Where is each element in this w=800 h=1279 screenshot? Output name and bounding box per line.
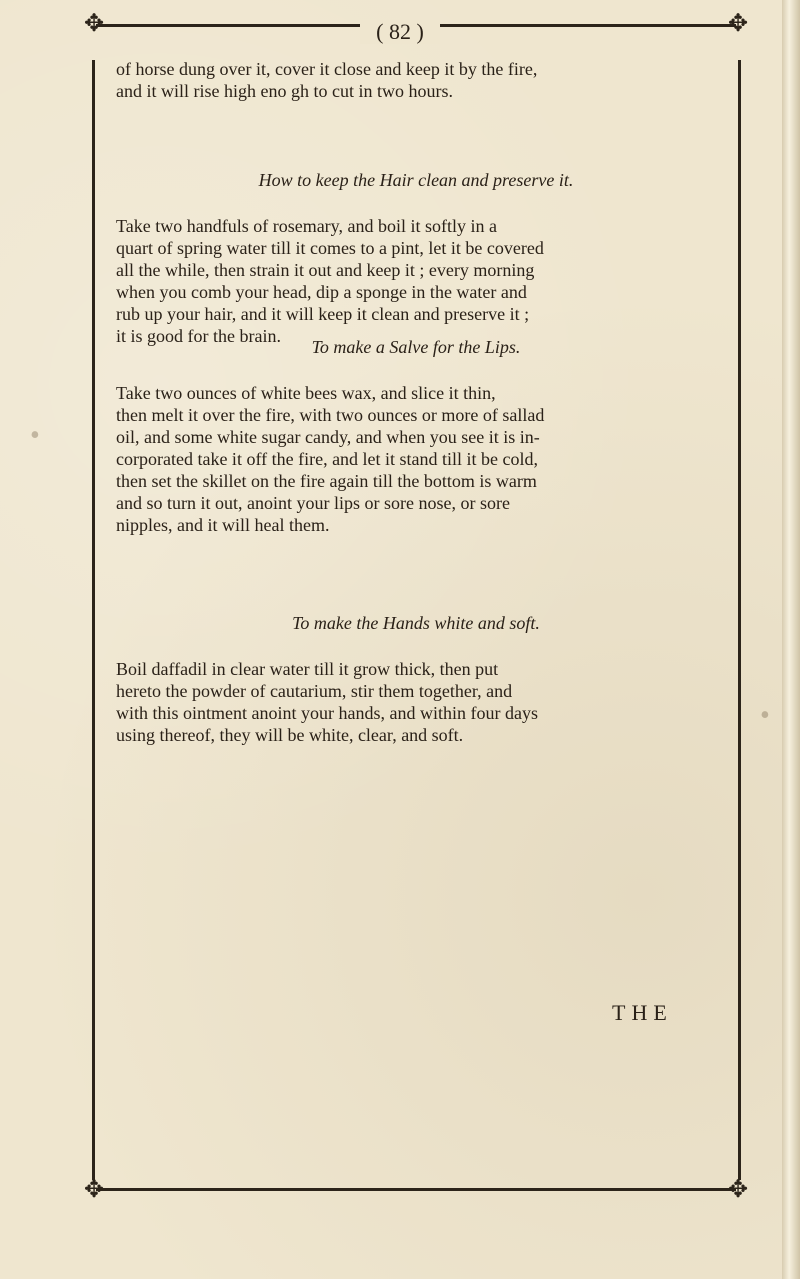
ornament-icon: ✥ xyxy=(84,1177,105,1203)
recipe-heading: To make a Salve for the Lips. xyxy=(311,337,521,357)
left-border xyxy=(92,60,95,1180)
page-number: ( 82 ) xyxy=(360,20,440,44)
recipe-heading: How to keep the Hair clean and preserve it. xyxy=(258,170,574,190)
catchword: THE xyxy=(612,1000,673,1025)
ornament-icon: ✥ xyxy=(728,11,749,37)
ornament-icon: ✥ xyxy=(728,1177,749,1203)
ornament-icon: ✥ xyxy=(84,11,105,37)
recipe-body: Take two ounces of white bees wax, and slice it thin, then melt it over the fire, with two ounces or more of sallad oil, and some white sugar candy, and when you see it is in- corporated take it off the fire, and let it stand till it be cold, then set the skillet on the fire again till the bottom is warm and so turn it out, anoint your lips or sore nose, or sore nipples, and it will heal them. xyxy=(116,383,545,535)
bottom-border xyxy=(96,1188,736,1191)
recipe-body: Boil daffadil in clear water till it grow thick, then put hereto the powder of cautarium, stir them together, and with this ointment anoint your hands, and within four days using thereof, they will be white, clear, and soft. xyxy=(116,659,538,745)
recipe-section xyxy=(116,590,716,768)
decorative-mark: • xyxy=(30,420,40,451)
recipe-heading: To make the Hands white and soft. xyxy=(292,613,540,633)
page-edge xyxy=(782,0,800,1279)
decorative-mark: • xyxy=(760,700,770,731)
right-border xyxy=(738,60,741,1180)
continuation-text: of horse dung over it, cover it close and keep it by the fire, and it will rise high eno gh to cut in two hours. xyxy=(116,59,538,101)
recipe-section xyxy=(116,314,716,558)
recipe-body: Take two handfuls of rosemary, and boil it softly in a quart of spring water till it comes to a pint, let it be covered all the while, then strain it out and keep it ; every morning when you comb your head, dip a sponge in the water and rub up your hair, and it will keep it clean and preserve it ; it is good for the brain. xyxy=(116,216,544,346)
